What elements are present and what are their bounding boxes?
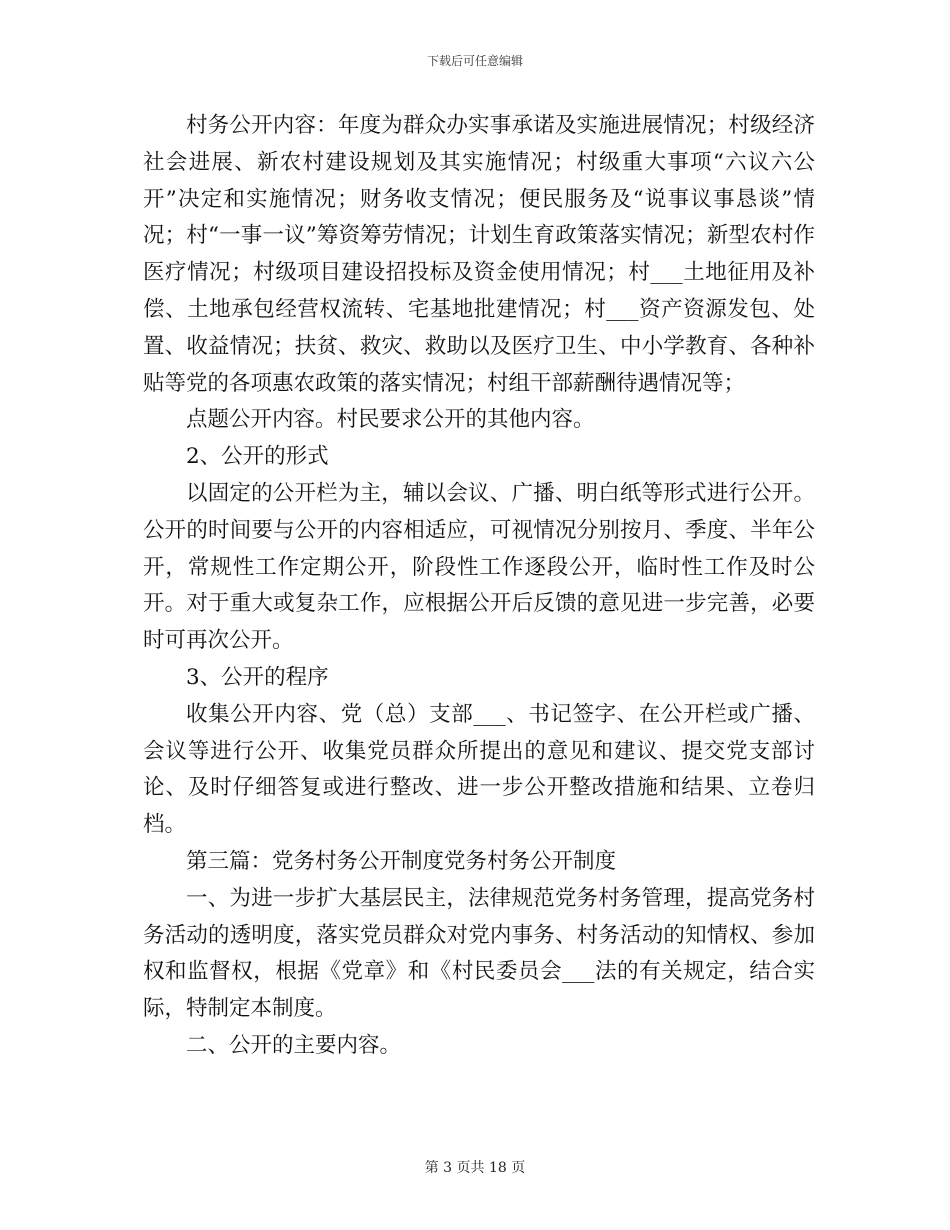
paragraph-section-one: 一、为进一步扩大基层民主，法律规范党务村务管理，提高党务村务活动的透明度，落实党员群众对党内事务、村务活动的知情权、参加权和监督权，根据《党章》和《村民委员会___法的有关规定，结合实际，特制定本制度。 <box>143 885 815 1022</box>
paragraph-form: 以固定的公开栏为主，辅以会议、广播、明白纸等形式进行公开。公开的时间要与公开的内容相适应，可视情况分别按月、季度、半年公开，常规性工作定期公开，阶段性工作逐段公开，临时性工作及时公开。对于重大或复杂工作，应根据公开后反馈的意见进一步完善，必要时可再次公开。 <box>143 480 815 654</box>
page-header: 下载后可任意编辑 <box>426 54 523 68</box>
section-heading-form: 2、公开的形式 <box>186 444 329 470</box>
document-body <box>143 108 815 1065</box>
paragraph-section-two: 二、公开的主要内容。 <box>186 1032 402 1058</box>
chapter-title-part-three: 第三篇：党务村务公开制度党务村务公开制度 <box>186 848 617 874</box>
paragraph-village-affairs-content: 村务公开内容：年度为群众办实事承诺及实施进展情况；村级经济社会进展、新农村建设规划及其实施情况；村级重大事项“六议六公开”决定和实施情况；财务收支情况；便民服务及“说事议事恳谈”情况；村“一事一议”筹资筹劳情况；计划生育政策落实情况；新型农村作医疗情况；村级项目建设招投标及资金使用情况；村___土地征用及补偿、土地承包经营权流转、宅基地批建情况；村___资产资源发包、处置、收益情况；扶贫、救灾、救助以及医疗卫生、中小学教育、各种补贴等党的各项惠农政策的落实情况；村组干部薪酬待遇情况等； <box>143 113 815 396</box>
paragraph-topic-content: 点题公开内容。村民要求公开的其他内容。 <box>186 407 595 433</box>
section-heading-procedure: 3、公开的程序 <box>186 664 329 690</box>
paragraph-procedure: 收集公开内容、党（总）支部___、书记签字、在公开栏或广播、会议等进行公开、收集党员群众所提出的意见和建议、提交党支部讨论、及时仔细答复或进行整改、进一步公开整改措施和结果、立卷归档。 <box>143 701 815 838</box>
page-footer: 第 3 页共 18 页 <box>424 1160 526 1176</box>
